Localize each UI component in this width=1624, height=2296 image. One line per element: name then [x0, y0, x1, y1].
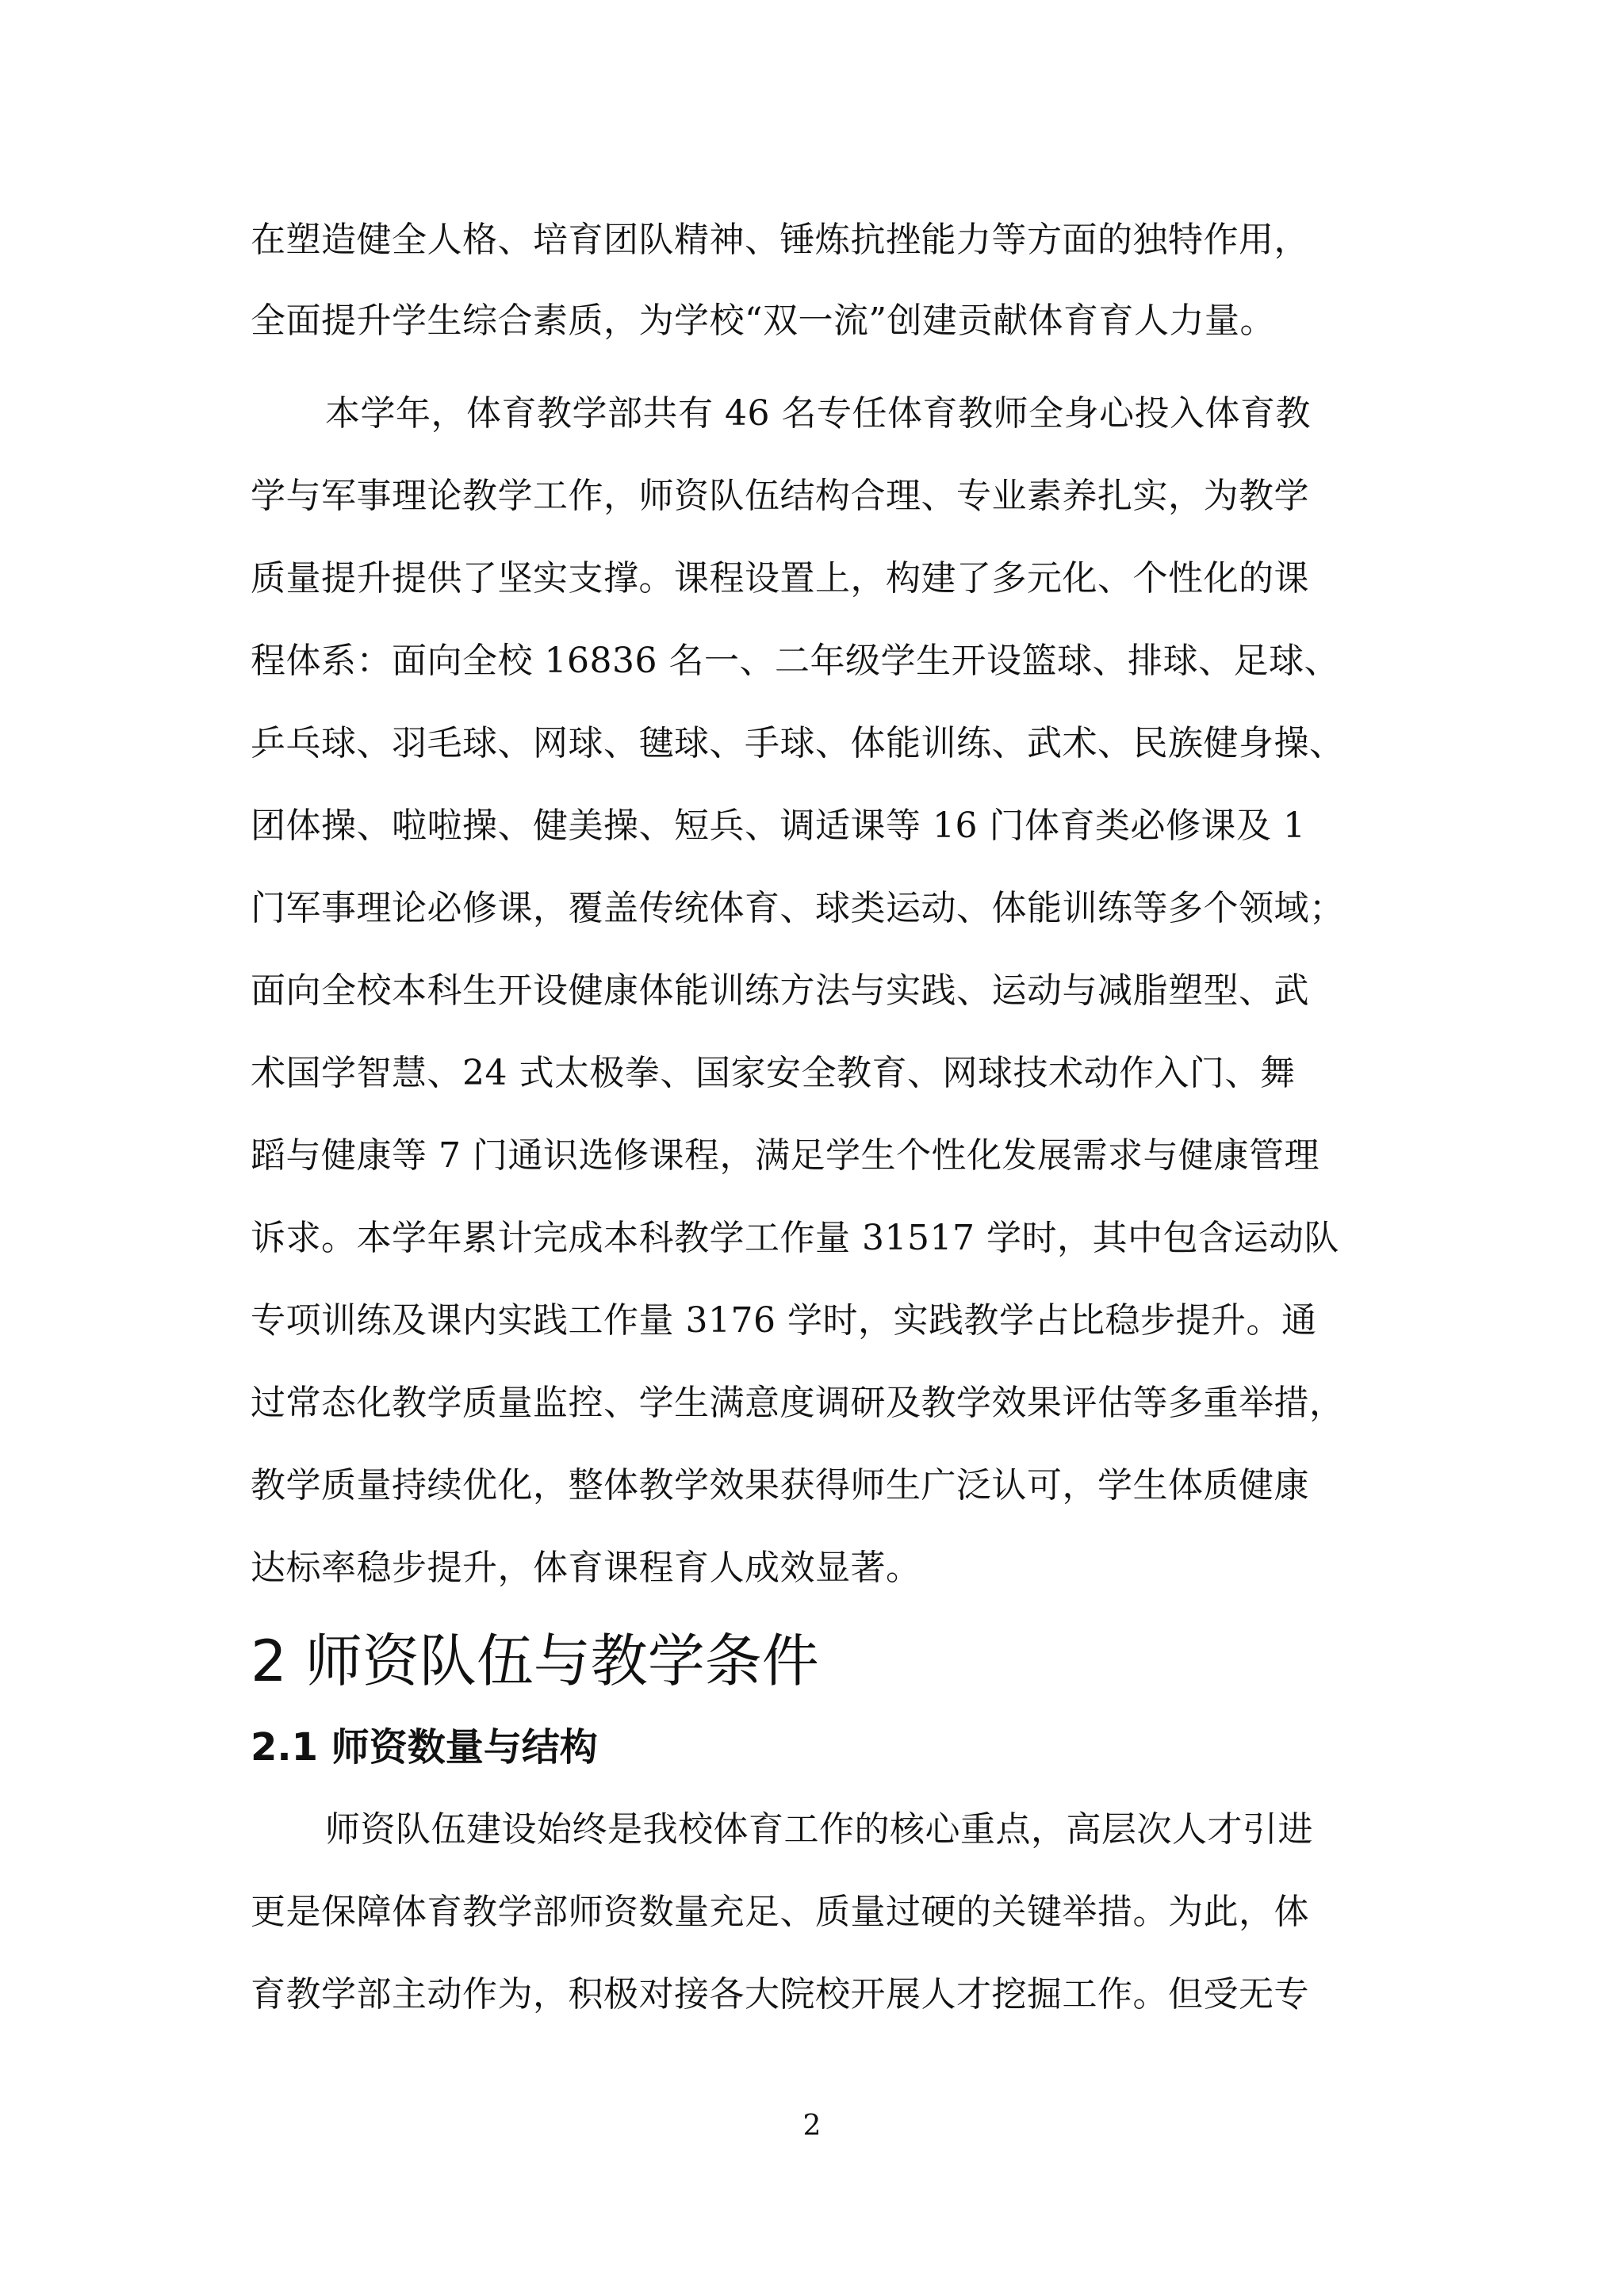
paragraph-line: 程体系：面向全校 16836 名一、二年级学生开设篮球、排球、足球、 — [251, 641, 1339, 681]
paragraph-line: 在塑造健全人格、培育团队精神、锤炼抗挫能力等方面的独特作用， — [251, 220, 1309, 260]
paragraph-line: 教学质量持续优化，整体教学效果获得师生广泛认可，学生体质健康 — [251, 1465, 1309, 1506]
paragraph-line: 蹈与健康等 7 门通识选修课程，满足学生个性化发展需求与健康管理 — [251, 1135, 1320, 1176]
paragraph-line: 更是保障体育教学部师资数量充足、质量过硬的关键举措。为此，体 — [251, 1892, 1309, 1932]
paragraph-line: 达标率稳步提升，体育课程育人成效显著。 — [251, 1548, 921, 1588]
paragraph-line: 过常态化教学质量监控、学生满意度调研及教学效果评估等多重举措， — [251, 1383, 1345, 1423]
paragraph-line: 诉求。本学年累计完成本科教学工作量 31517 学时，其中包含运动队 — [251, 1218, 1339, 1258]
paragraph-line: 育教学部主动作为，积极对接各大院校开展人才挖掘工作。但受无专 — [251, 1974, 1309, 2015]
paragraph-line: 乒乓球、羽毛球、网球、毽球、手球、体能训练、武术、民族健身操、 — [251, 723, 1345, 763]
paragraph-line: 本学年，体育教学部共有 46 名专任体育教师全身心投入体育教 — [325, 393, 1311, 434]
paragraph-line: 术国学智慧、24 式太极拳、国家安全教育、网球技术动作入门、舞 — [251, 1053, 1296, 1093]
paragraph-line: 质量提升提供了坚实支撑。课程设置上，构建了多元化、个性化的课 — [251, 558, 1309, 599]
paragraph-line: 师资队伍建设始终是我校体育工作的核心重点，高层次人才引进 — [325, 1809, 1313, 1850]
section-heading: 2 师资队伍与教学条件 — [251, 1628, 819, 1694]
subsection-heading: 2.1 师资数量与结构 — [251, 1725, 598, 1770]
paragraph-line: 学与军事理论教学工作，师资队伍结构合理、专业素养扎实，为教学 — [251, 476, 1309, 516]
paragraph-line: 门军事理论必修课，覆盖传统体育、球类运动、体能训练等多个领域； — [251, 888, 1345, 928]
paragraph-line: 面向全校本科生开设健康体能训练方法与实践、运动与减脂塑型、武 — [251, 970, 1309, 1011]
paragraph-line: 全面提升学生综合素质，为学校“双一流”创建贡献体育育人力量。 — [251, 300, 1275, 341]
page-number: 2 — [802, 2110, 822, 2142]
paragraph-line: 团体操、啦啦操、健美操、短兵、调适课等 16 门体育类必修课及 1 — [251, 806, 1306, 846]
paragraph-line: 专项训练及课内实践工作量 3176 学时，实践教学占比稳步提升。通 — [251, 1300, 1317, 1341]
